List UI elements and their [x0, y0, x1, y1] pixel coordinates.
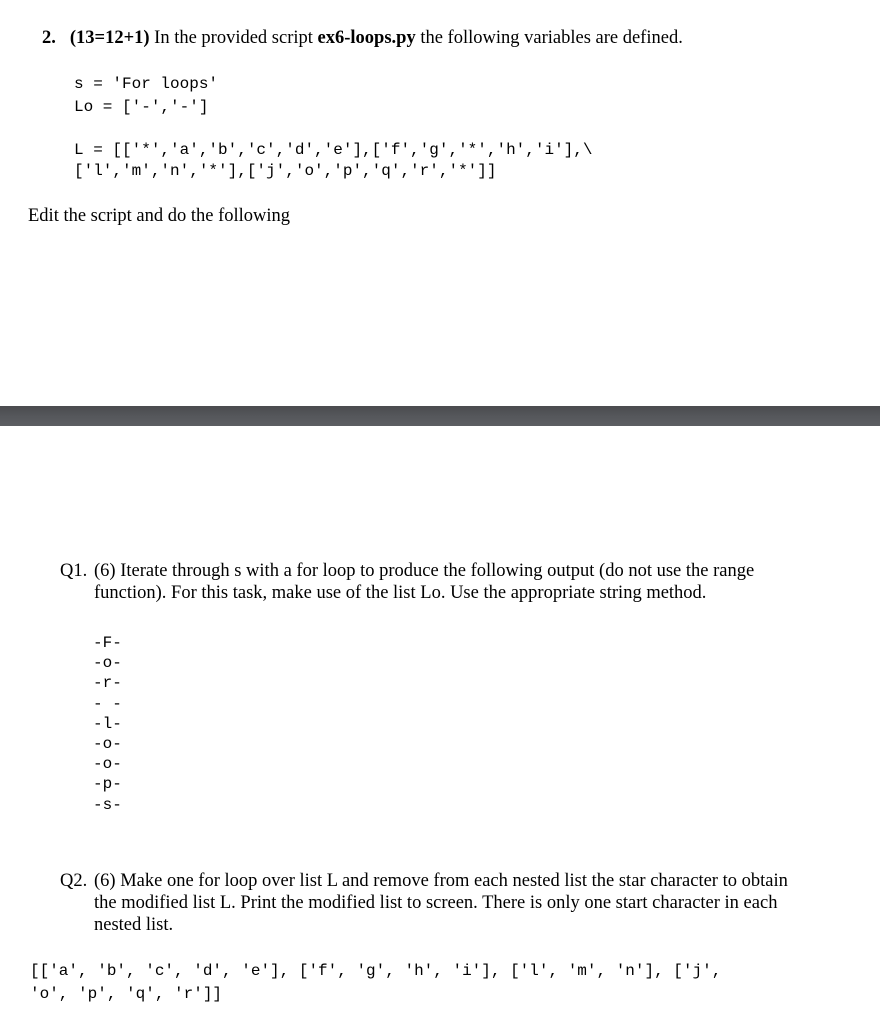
q2-expected-output-line2: 'o', 'p', 'q', 'r']] — [30, 985, 223, 1003]
q1-line1: (6) Iterate through s with a for loop to produce the following output (do not use the range — [94, 561, 755, 581]
script-name: ex6-loops.py — [317, 28, 416, 48]
question-points: (13=12+1) — [69, 28, 150, 48]
q2-question — [60, 870, 860, 893]
q2-line3: nested list. — [94, 915, 174, 935]
code-line-L-part2: ['l','m','n','*'],['j','o','p','q','r','*']] — [74, 162, 497, 180]
question-intro-suffix: the following variables are defined. — [415, 28, 683, 48]
output-line: -s- — [93, 795, 122, 814]
q1-question — [60, 560, 860, 583]
q2-label: Q2. — [60, 871, 88, 891]
question-header — [42, 27, 862, 50]
output-line: -o- — [93, 735, 122, 754]
q2-line1: (6) Make one for loop over list L and remove from each nested list the star character to obtain — [94, 871, 788, 891]
q2-expected-output-line1: [['a', 'b', 'c', 'd', 'e'], ['f', 'g', 'h', 'i'], ['l', 'm', 'n'], ['j', — [30, 962, 722, 980]
output-line: -o- — [93, 654, 122, 673]
output-line: - - — [93, 694, 122, 713]
code-line-s: s = 'For loops' — [74, 75, 219, 93]
output-line: -o- — [93, 755, 122, 774]
q1-label: Q1. — [60, 561, 88, 581]
q1-line2: function). For this task, make use of the list Lo. Use the appropriate string method. — [94, 583, 707, 603]
q1-expected-output — [93, 633, 122, 815]
question-intro-prefix: In the provided script — [149, 28, 318, 48]
output-line: -p- — [93, 775, 122, 794]
output-line: -r- — [93, 674, 122, 693]
output-line: -l- — [93, 714, 122, 733]
document-page-top — [0, 0, 880, 406]
edit-instruction: Edit the script and do the following — [28, 206, 291, 226]
page-separator — [0, 406, 880, 426]
code-line-lo: Lo = ['-','-'] — [74, 98, 209, 116]
question-number: 2. — [42, 28, 56, 48]
code-line-L-part1: L = [['*','a','b','c','d','e'],['f','g','*','h','i'],\ — [74, 141, 593, 159]
q2-line2: the modified list L. Print the modified list to screen. There is only one start character in each — [94, 893, 778, 913]
output-line: -F- — [93, 634, 122, 652]
